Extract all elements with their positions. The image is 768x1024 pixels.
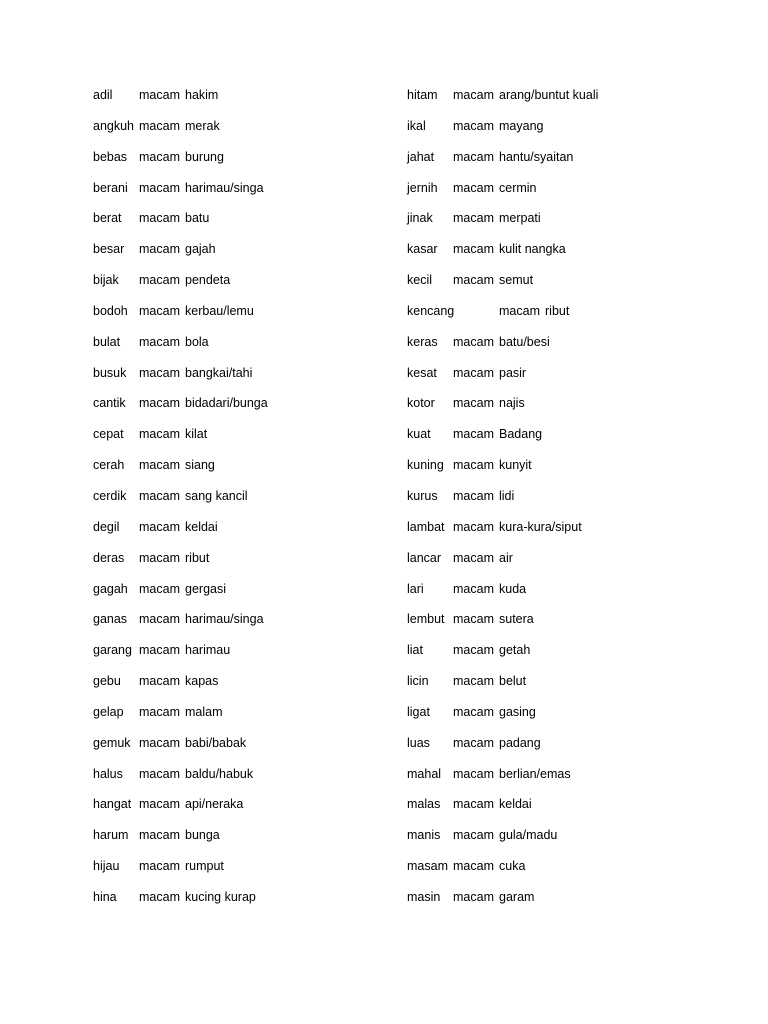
simile-word: hina bbox=[93, 889, 117, 904]
simile-word: bijak bbox=[93, 273, 119, 288]
simile-comparison: sang kancil bbox=[185, 488, 248, 503]
simile-word: cerah bbox=[93, 458, 125, 473]
simile-comparison: ribut bbox=[185, 550, 210, 565]
simile-link: macam bbox=[139, 149, 180, 164]
simile-link: macam bbox=[139, 180, 180, 195]
simile-word: lambat bbox=[407, 519, 445, 534]
simile-word: hitam bbox=[407, 88, 438, 102]
simile-word: kuat bbox=[407, 427, 431, 442]
simile-comparison: lidi bbox=[499, 488, 515, 503]
simile-link: macam bbox=[139, 303, 180, 318]
simile-word: degil bbox=[93, 519, 120, 534]
simile-word: bulat bbox=[93, 334, 121, 349]
simile-word: masin bbox=[407, 889, 441, 904]
simile-comparison: batu/besi bbox=[499, 334, 550, 349]
simile-word: malas bbox=[407, 797, 441, 812]
simile-word: bodoh bbox=[93, 303, 128, 318]
simile-word: hijau bbox=[93, 859, 120, 874]
simile-word: liat bbox=[407, 643, 423, 658]
simile-word: cepat bbox=[93, 427, 124, 442]
simile-link: macam bbox=[139, 828, 180, 843]
simile-comparison: arang/buntut kuali bbox=[499, 88, 599, 102]
simile-word: kencang bbox=[407, 303, 455, 318]
simile-word: deras bbox=[93, 550, 125, 565]
simile-word: berani bbox=[93, 180, 128, 195]
simile-comparison: Badang bbox=[499, 427, 543, 442]
simile-comparison: malam bbox=[185, 704, 223, 719]
simile-word: kuning bbox=[407, 458, 444, 473]
simile-comparison: pendeta bbox=[185, 273, 231, 288]
simile-word: harum bbox=[93, 828, 129, 843]
simile-word: gelap bbox=[93, 704, 124, 719]
simile-comparison: bunga bbox=[185, 828, 220, 843]
simile-comparison: harimau/singa bbox=[185, 612, 264, 627]
simile-comparison: harimau bbox=[185, 643, 231, 658]
simile-comparison: burung bbox=[185, 149, 224, 164]
simile-link: macam bbox=[499, 303, 540, 318]
simile-link: macam bbox=[453, 365, 494, 380]
simile-link: macam bbox=[139, 797, 180, 812]
simile-comparison: mayang bbox=[499, 118, 544, 133]
simile-word: angkuh bbox=[93, 118, 135, 133]
simile-word: ikal bbox=[407, 118, 426, 133]
simile-word: besar bbox=[93, 242, 125, 257]
simile-comparison: baldu/habuk bbox=[185, 766, 254, 781]
simile-link: macam bbox=[139, 365, 180, 380]
simile-comparison: kerbau/lemu bbox=[185, 303, 254, 318]
simile-comparison: kucing kurap bbox=[185, 889, 256, 904]
simile-link: macam bbox=[139, 488, 180, 503]
simile-link: macam bbox=[139, 889, 180, 904]
simile-word: manis bbox=[407, 828, 441, 843]
simile-comparison: batu bbox=[185, 211, 210, 226]
simile-word: gebu bbox=[93, 674, 121, 689]
simile-link: macam bbox=[139, 643, 180, 658]
simile-link: macam bbox=[453, 149, 494, 164]
simile-comparison: hantu/syaitan bbox=[499, 149, 574, 164]
simile-word: kasar bbox=[407, 242, 438, 257]
simile-link: macam bbox=[453, 735, 494, 750]
simile-link: macam bbox=[453, 828, 494, 843]
simile-link: macam bbox=[453, 581, 494, 596]
simile-comparison: merak bbox=[185, 118, 220, 133]
simile-comparison: gergasi bbox=[185, 581, 226, 596]
simile-link: macam bbox=[139, 242, 180, 257]
simile-comparison: siang bbox=[185, 458, 215, 473]
simile-link: macam bbox=[453, 519, 494, 534]
simile-link: macam bbox=[139, 458, 180, 473]
simile-word: cantik bbox=[93, 396, 126, 411]
simile-comparison: kapas bbox=[185, 674, 219, 689]
simile-comparison: hakim bbox=[185, 88, 219, 102]
simile-link: macam bbox=[139, 550, 180, 565]
simile-link: macam bbox=[453, 118, 494, 133]
simile-word: licin bbox=[407, 674, 429, 689]
simile-comparison: keldai bbox=[185, 519, 218, 534]
simile-word: lembut bbox=[407, 612, 445, 627]
simile-comparison: padang bbox=[499, 735, 541, 750]
simile-word: gemuk bbox=[93, 735, 131, 750]
simile-comparison: bidadari/bunga bbox=[185, 396, 268, 411]
simile-link: macam bbox=[453, 458, 494, 473]
simile-comparison: gasing bbox=[499, 704, 536, 719]
simile-comparison: merpati bbox=[499, 211, 541, 226]
simile-word: gagah bbox=[93, 581, 128, 596]
simile-link: macam bbox=[453, 643, 494, 658]
simile-link: macam bbox=[139, 88, 180, 102]
simile-link: macam bbox=[139, 674, 180, 689]
simile-link: macam bbox=[139, 427, 180, 442]
simile-link: macam bbox=[453, 88, 494, 102]
simile-comparison: gajah bbox=[185, 242, 216, 257]
simile-comparison: ribut bbox=[545, 303, 570, 318]
simile-word: masam bbox=[407, 859, 448, 874]
simile-link: macam bbox=[453, 488, 494, 503]
simile-word: ganas bbox=[93, 612, 128, 627]
simile-word: lancar bbox=[407, 550, 442, 565]
simile-comparison: harimau/singa bbox=[185, 180, 264, 195]
simile-comparison: gula/madu bbox=[499, 828, 558, 843]
simile-comparison: bola bbox=[185, 334, 209, 349]
simile-word: ligat bbox=[407, 704, 430, 719]
simile-comparison: sutera bbox=[499, 612, 534, 627]
simile-word: bebas bbox=[93, 149, 128, 164]
simile-link: macam bbox=[139, 766, 180, 781]
simile-link: macam bbox=[453, 612, 494, 627]
simile-comparison: kunyit bbox=[499, 458, 532, 473]
simile-link: macam bbox=[139, 735, 180, 750]
simile-link: macam bbox=[139, 612, 180, 627]
simile-link: macam bbox=[453, 396, 494, 411]
simile-link: macam bbox=[453, 674, 494, 689]
simile-word: cerdik bbox=[93, 488, 127, 503]
simile-comparison: keldai bbox=[499, 797, 532, 812]
simile-comparison: bangkai/tahi bbox=[185, 365, 253, 380]
simile-comparison: belut bbox=[499, 674, 527, 689]
simile-word: berat bbox=[93, 211, 122, 226]
simile-comparison: pasir bbox=[499, 365, 527, 380]
simile-link: macam bbox=[453, 242, 494, 257]
simile-word: hangat bbox=[93, 797, 132, 812]
simile-link: macam bbox=[453, 889, 494, 904]
simile-link: macam bbox=[139, 118, 180, 133]
simile-link: macam bbox=[139, 704, 180, 719]
simile-word: kotor bbox=[407, 396, 435, 411]
simile-comparison: cuka bbox=[499, 859, 526, 874]
simile-link: macam bbox=[139, 519, 180, 534]
simile-link: macam bbox=[139, 334, 180, 349]
simile-word: lari bbox=[407, 581, 424, 596]
simile-link: macam bbox=[453, 859, 494, 874]
simile-word: jahat bbox=[407, 149, 435, 164]
simile-comparison: kuda bbox=[499, 581, 527, 596]
simile-link: macam bbox=[139, 859, 180, 874]
simile-link: macam bbox=[453, 427, 494, 442]
simile-link: macam bbox=[453, 704, 494, 719]
simile-link: macam bbox=[139, 211, 180, 226]
simile-comparison: semut bbox=[499, 273, 534, 288]
simile-link: macam bbox=[453, 766, 494, 781]
simile-word: kesat bbox=[407, 365, 437, 380]
simile-word: busuk bbox=[93, 365, 127, 380]
simile-word: halus bbox=[93, 766, 123, 781]
simile-link: macam bbox=[453, 273, 494, 288]
simile-word: garang bbox=[93, 643, 132, 658]
simile-word: kurus bbox=[407, 488, 438, 503]
simile-comparison: garam bbox=[499, 889, 535, 904]
simile-comparison: api/neraka bbox=[185, 797, 244, 812]
simile-comparison: babi/babak bbox=[185, 735, 247, 750]
simile-word: adil bbox=[93, 88, 113, 102]
simile-word: keras bbox=[407, 334, 438, 349]
simile-word: mahal bbox=[407, 766, 442, 781]
simile-comparison: najis bbox=[499, 396, 525, 411]
simile-link: macam bbox=[139, 581, 180, 596]
simile-link: macam bbox=[453, 180, 494, 195]
simile-link: macam bbox=[453, 797, 494, 812]
simile-word: kecil bbox=[407, 273, 433, 288]
simile-word: jinak bbox=[407, 211, 433, 226]
simile-link: macam bbox=[453, 550, 494, 565]
simile-word: jernih bbox=[407, 180, 438, 195]
simile-link: macam bbox=[453, 334, 494, 349]
simile-comparison: getah bbox=[499, 643, 531, 658]
simile-link: macam bbox=[453, 211, 494, 226]
simile-comparison: rumput bbox=[185, 859, 224, 874]
simile-link: macam bbox=[139, 273, 180, 288]
simile-comparison: cermin bbox=[499, 180, 537, 195]
simile-comparison: berlian/emas bbox=[499, 766, 571, 781]
simile-comparison: air bbox=[499, 550, 513, 565]
simile-link: macam bbox=[139, 396, 180, 411]
simile-comparison: kura-kura/siput bbox=[499, 519, 582, 534]
simile-comparison: kulit nangka bbox=[499, 242, 566, 257]
simile-word: luas bbox=[407, 735, 430, 750]
simile-comparison: kilat bbox=[185, 427, 208, 442]
